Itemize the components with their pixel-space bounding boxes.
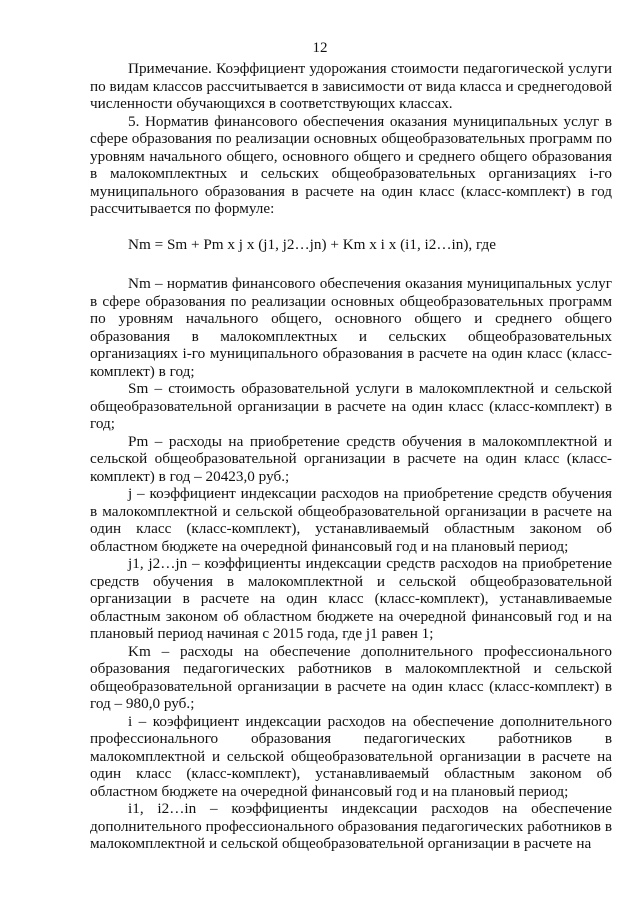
- definition-j1-jn: j1, j2…jn – коэффициенты индексации средств расходов на приобретение средств обучения в малокомплектной и сельской общеобразовательной организации в расчете на один класс (класс-комплект), устанавливаемые областным законом об областном бюджете на очередной финансовый год и на плановый период начиная с 2015 года, где j1 равен 1;: [90, 555, 612, 642]
- definition-pm: Pm – расходы на приобретение средств обучения в малокомплектной и сельской общеобразовательной организации в расчете на один класс (класс-комплект) в год – 20423,0 руб.;: [90, 432, 612, 485]
- note-paragraph: Примечание. Коэффициент удорожания стоимости педагогической услуги по видам классов рассчитывается в зависимости от вида класса и среднегодовой численности обучающихся в соответствующих классах.: [90, 60, 612, 112]
- section-5-paragraph: 5. Норматив финансового обеспечения оказания муниципальных услуг в сфере образования по реализации основных общеобразовательных программ по уровням начального общего, основного общего и среднего общего образования в малокомплектных и сельских общеобразовательных организациях i-го муниципального образования в расчете на один класс (класс-комплект) в год рассчитывается по формуле:: [90, 112, 612, 217]
- definition-nm: Nm – норматив финансового обеспечения оказания муниципальных услуг в сфере образования по реализации основных общеобразовательных программ по уровням начального общего, основного общего и среднего общего образования в малокомплектных и сельских общеобразовательных организациях i-го муниципального образования в расчете на один класс (класс-комплект) в год;: [90, 275, 612, 380]
- formula: Nm = Sm + Pm x j x (j1, j2…jn) + Km x i x (i1, i2…in), где: [128, 235, 496, 253]
- definition-i1-in: i1, i2…in – коэффициенты индексации расходов на обеспечение дополнительного профессионального образования педагогических работников в малокомплектной и сельской общеобразовательной организации в расчете на: [90, 800, 612, 852]
- document-body: [90, 60, 612, 853]
- definition-i: i – коэффициент индексации расходов на обеспечение дополнительного профессионального образования педагогических работников в малокомплектной и сельской общеобразовательной организации в расчете на один класс (класс-комплект), устанавливаемый областным законом об областном бюджете на очередной финансовый год и на плановый период;: [90, 712, 612, 800]
- definition-j: j – коэффициент индексации расходов на приобретение средств обучения в малокомплектной и сельской общеобразовательной организации в расчете на один класс (класс-комплект), устанавливаемый областным законом об областном бюджете на очередной финансовый год и на плановый период;: [90, 485, 612, 555]
- definition-km: Km – расходы на обеспечение дополнительного профессионального образования педагогических работников в малокомплектной и сельской общеобразовательной организации в расчете на один класс (класс-комплект) в год – 980,0 руб.;: [90, 642, 612, 712]
- definition-sm: Sm – стоимость образовательной услуги в малокомплектной и сельской общеобразовательной организации в расчете на один класс (класс-комплект) в год;: [90, 380, 612, 432]
- page-number: 12: [312, 40, 328, 56]
